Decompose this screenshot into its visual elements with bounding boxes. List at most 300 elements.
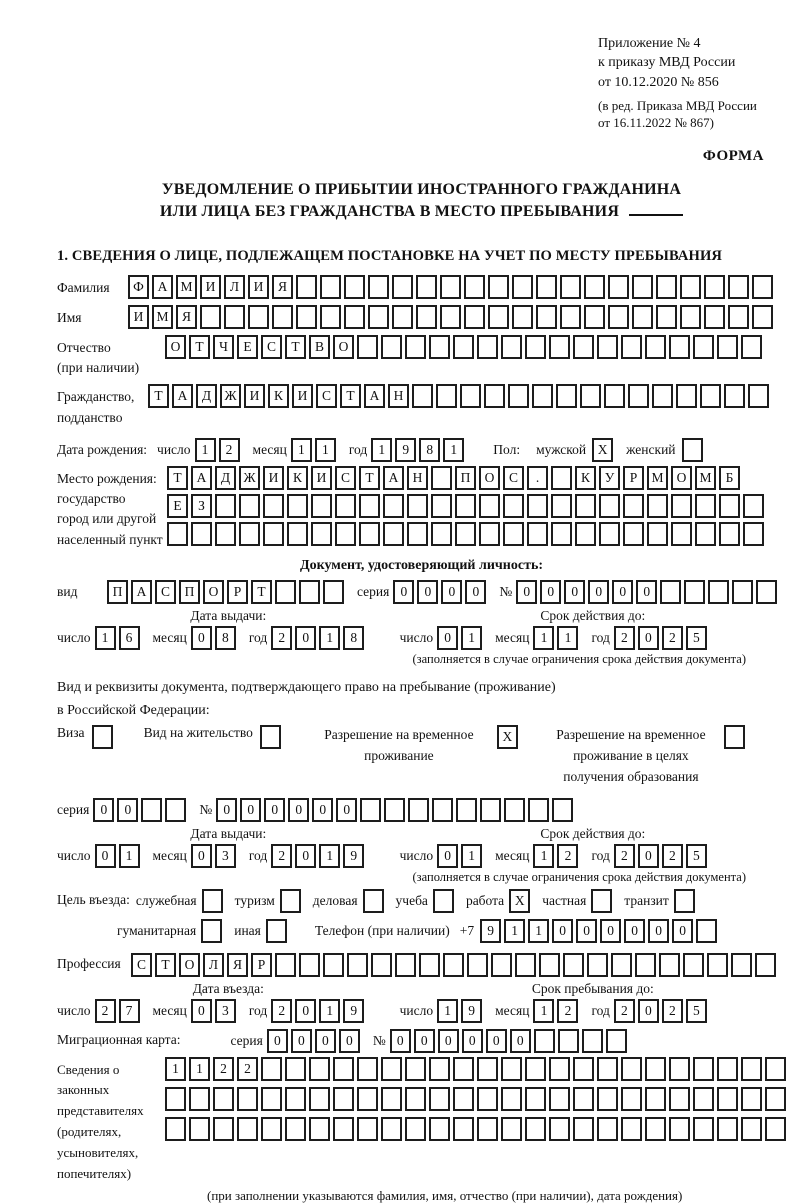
char-cell[interactable] [645,335,666,359]
char-cell[interactable]: Я [272,275,293,299]
char-cell[interactable] [621,1087,642,1111]
temp-residence-edu-checkbox[interactable] [724,725,745,749]
char-cell[interactable] [285,1087,306,1111]
char-cell[interactable] [719,522,740,546]
char-cell[interactable] [606,1029,627,1053]
char-cell[interactable] [512,305,533,329]
char-cell[interactable] [165,798,186,822]
char-cell[interactable]: М [176,275,197,299]
char-cell[interactable] [525,1057,546,1081]
char-cell[interactable]: 1 [557,626,578,650]
char-cell[interactable]: И [244,384,265,408]
char-cell[interactable] [551,466,572,490]
char-cell[interactable]: 0 [552,919,573,943]
char-cell[interactable] [560,275,581,299]
char-cell[interactable]: Р [227,580,248,604]
char-cell[interactable] [669,1057,690,1081]
char-cell[interactable] [440,275,461,299]
char-cell[interactable]: И [200,275,221,299]
char-cell[interactable]: 0 [588,580,609,604]
char-cell[interactable]: 2 [271,844,292,868]
char-cell[interactable] [165,1117,186,1141]
char-cell[interactable]: 0 [339,1029,360,1053]
char-cell[interactable]: К [287,466,308,490]
char-cell[interactable]: К [268,384,289,408]
char-cell[interactable]: Л [224,275,245,299]
char-cell[interactable] [683,953,704,977]
char-cell[interactable]: С [503,466,524,490]
char-cell[interactable]: 2 [614,999,635,1023]
char-cell[interactable] [647,522,668,546]
char-cell[interactable]: 0 [564,580,585,604]
char-cell[interactable]: 7 [119,999,140,1023]
char-cell[interactable]: 1 [443,438,464,462]
char-cell[interactable]: Т [340,384,361,408]
char-cell[interactable] [731,953,752,977]
char-cell[interactable] [333,1057,354,1081]
char-cell[interactable] [405,1117,426,1141]
char-cell[interactable]: А [152,275,173,299]
char-cell[interactable] [263,494,284,518]
char-cell[interactable]: 0 [648,919,669,943]
char-cell[interactable] [532,384,553,408]
char-cell[interactable] [741,335,762,359]
char-cell[interactable]: 1 [315,438,336,462]
char-cell[interactable] [528,798,549,822]
char-cell[interactable] [501,1117,522,1141]
char-cell[interactable] [309,1087,330,1111]
char-cell[interactable] [460,384,481,408]
char-cell[interactable] [215,522,236,546]
char-cell[interactable]: Т [167,466,188,490]
char-cell[interactable] [320,275,341,299]
char-cell[interactable] [395,953,416,977]
char-cell[interactable]: 1 [189,1057,210,1081]
char-cell[interactable] [659,953,680,977]
char-cell[interactable] [311,522,332,546]
char-cell[interactable] [623,494,644,518]
char-cell[interactable] [628,384,649,408]
char-cell[interactable]: Е [237,335,258,359]
char-cell[interactable]: 0 [437,626,458,650]
char-cell[interactable] [443,953,464,977]
char-cell[interactable] [575,522,596,546]
char-cell[interactable]: П [107,580,128,604]
char-cell[interactable] [309,1057,330,1081]
char-cell[interactable]: 0 [438,1029,459,1053]
char-cell[interactable] [693,1087,714,1111]
char-cell[interactable]: 0 [636,580,657,604]
purpose-official-checkbox[interactable] [202,889,223,913]
char-cell[interactable] [525,1087,546,1111]
char-cell[interactable]: П [455,466,476,490]
char-cell[interactable] [248,305,269,329]
char-cell[interactable]: 0 [267,1029,288,1053]
char-cell[interactable]: 1 [533,844,554,868]
char-cell[interactable]: 8 [343,626,364,650]
char-cell[interactable] [359,522,380,546]
char-cell[interactable]: 0 [264,798,285,822]
char-cell[interactable]: 1 [461,626,482,650]
char-cell[interactable] [527,494,548,518]
char-cell[interactable]: Ж [220,384,241,408]
char-cell[interactable]: 1 [504,919,525,943]
char-cell[interactable] [741,1057,762,1081]
char-cell[interactable] [597,1087,618,1111]
char-cell[interactable] [539,953,560,977]
char-cell[interactable] [431,494,452,518]
char-cell[interactable]: 0 [638,626,659,650]
char-cell[interactable]: 3 [215,844,236,868]
char-cell[interactable]: 2 [662,844,683,868]
char-cell[interactable] [765,1117,786,1141]
char-cell[interactable] [512,275,533,299]
char-cell[interactable] [347,953,368,977]
char-cell[interactable]: И [248,275,269,299]
char-cell[interactable] [477,1057,498,1081]
char-cell[interactable]: З [191,494,212,518]
purpose-tourism-checkbox[interactable] [280,889,301,913]
char-cell[interactable] [752,275,773,299]
char-cell[interactable] [467,953,488,977]
char-cell[interactable] [680,305,701,329]
char-cell[interactable] [455,494,476,518]
char-cell[interactable]: 0 [417,580,438,604]
char-cell[interactable] [488,305,509,329]
char-cell[interactable] [536,305,557,329]
char-cell[interactable] [381,1117,402,1141]
char-cell[interactable] [549,1057,570,1081]
char-cell[interactable] [479,522,500,546]
char-cell[interactable] [360,798,381,822]
char-cell[interactable] [383,522,404,546]
purpose-other-checkbox[interactable] [266,919,287,943]
char-cell[interactable]: Е [167,494,188,518]
char-cell[interactable] [584,305,605,329]
char-cell[interactable]: 0 [312,798,333,822]
char-cell[interactable]: 1 [533,626,554,650]
char-cell[interactable] [299,580,320,604]
char-cell[interactable]: Т [359,466,380,490]
gender-female-checkbox[interactable] [682,438,703,462]
char-cell[interactable]: С [316,384,337,408]
char-cell[interactable] [392,275,413,299]
char-cell[interactable] [224,305,245,329]
char-cell[interactable] [275,580,296,604]
char-cell[interactable]: 9 [395,438,416,462]
char-cell[interactable] [464,275,485,299]
char-cell[interactable] [405,335,426,359]
char-cell[interactable] [296,275,317,299]
char-cell[interactable] [488,275,509,299]
char-cell[interactable] [357,1057,378,1081]
char-cell[interactable] [384,798,405,822]
char-cell[interactable]: 0 [510,1029,531,1053]
char-cell[interactable] [239,522,260,546]
char-cell[interactable]: М [695,466,716,490]
char-cell[interactable]: 1 [319,999,340,1023]
char-cell[interactable] [383,494,404,518]
char-cell[interactable]: 2 [662,626,683,650]
char-cell[interactable] [453,1057,474,1081]
char-cell[interactable] [621,335,642,359]
purpose-study-checkbox[interactable] [433,889,454,913]
char-cell[interactable]: 0 [465,580,486,604]
char-cell[interactable] [272,305,293,329]
char-cell[interactable] [551,522,572,546]
char-cell[interactable]: 1 [437,999,458,1023]
char-cell[interactable]: Н [407,466,428,490]
char-cell[interactable] [191,522,212,546]
char-cell[interactable] [239,494,260,518]
char-cell[interactable]: 0 [95,844,116,868]
char-cell[interactable] [416,275,437,299]
char-cell[interactable]: А [172,384,193,408]
char-cell[interactable]: 1 [461,844,482,868]
char-cell[interactable]: 2 [557,999,578,1023]
char-cell[interactable]: Т [148,384,169,408]
char-cell[interactable] [632,305,653,329]
char-cell[interactable] [311,494,332,518]
char-cell[interactable]: Д [196,384,217,408]
char-cell[interactable] [623,522,644,546]
char-cell[interactable] [501,1057,522,1081]
char-cell[interactable]: А [191,466,212,490]
char-cell[interactable]: 2 [237,1057,258,1081]
char-cell[interactable]: 0 [191,999,212,1023]
char-cell[interactable] [728,275,749,299]
char-cell[interactable] [287,522,308,546]
char-cell[interactable] [368,275,389,299]
char-cell[interactable]: 2 [95,999,116,1023]
char-cell[interactable]: 0 [437,844,458,868]
char-cell[interactable] [501,1087,522,1111]
char-cell[interactable] [405,1087,426,1111]
char-cell[interactable] [695,522,716,546]
char-cell[interactable] [765,1057,786,1081]
char-cell[interactable] [344,305,365,329]
char-cell[interactable] [534,1029,555,1053]
char-cell[interactable]: 8 [419,438,440,462]
char-cell[interactable]: 0 [462,1029,483,1053]
char-cell[interactable] [560,305,581,329]
char-cell[interactable]: Я [176,305,197,329]
char-cell[interactable] [676,384,697,408]
char-cell[interactable]: Т [155,953,176,977]
char-cell[interactable] [477,1117,498,1141]
char-cell[interactable]: 0 [612,580,633,604]
char-cell[interactable] [741,1117,762,1141]
char-cell[interactable] [597,335,618,359]
char-cell[interactable] [491,953,512,977]
char-cell[interactable]: С [155,580,176,604]
char-cell[interactable] [237,1087,258,1111]
char-cell[interactable] [368,305,389,329]
char-cell[interactable]: 0 [93,798,114,822]
char-cell[interactable] [656,275,677,299]
char-cell[interactable]: 0 [288,798,309,822]
char-cell[interactable]: 0 [390,1029,411,1053]
char-cell[interactable] [429,335,450,359]
char-cell[interactable]: А [383,466,404,490]
char-cell[interactable]: 1 [533,999,554,1023]
char-cell[interactable] [536,275,557,299]
char-cell[interactable] [357,1117,378,1141]
char-cell[interactable] [575,494,596,518]
char-cell[interactable] [335,522,356,546]
char-cell[interactable]: 0 [336,798,357,822]
char-cell[interactable]: И [128,305,149,329]
char-cell[interactable]: Н [388,384,409,408]
char-cell[interactable] [660,580,681,604]
char-cell[interactable] [333,1117,354,1141]
char-cell[interactable] [429,1057,450,1081]
residence-permit-checkbox[interactable] [260,725,281,749]
purpose-humanitarian-checkbox[interactable] [201,919,222,943]
char-cell[interactable] [464,305,485,329]
char-cell[interactable]: 1 [95,626,116,650]
char-cell[interactable] [141,798,162,822]
char-cell[interactable] [647,494,668,518]
char-cell[interactable] [357,1087,378,1111]
char-cell[interactable] [552,798,573,822]
char-cell[interactable] [431,522,452,546]
char-cell[interactable]: 1 [195,438,216,462]
char-cell[interactable]: 0 [191,626,212,650]
char-cell[interactable] [412,384,433,408]
char-cell[interactable]: Т [285,335,306,359]
char-cell[interactable] [597,1117,618,1141]
char-cell[interactable]: Ч [213,335,234,359]
char-cell[interactable] [200,305,221,329]
char-cell[interactable]: 1 [319,844,340,868]
purpose-work-checkbox[interactable]: X [509,889,530,913]
char-cell[interactable] [732,580,753,604]
char-cell[interactable]: 2 [614,844,635,868]
char-cell[interactable] [285,1117,306,1141]
char-cell[interactable] [573,1117,594,1141]
char-cell[interactable] [215,494,236,518]
char-cell[interactable]: 2 [219,438,240,462]
char-cell[interactable] [696,919,717,943]
char-cell[interactable] [527,522,548,546]
char-cell[interactable] [480,798,501,822]
char-cell[interactable] [357,335,378,359]
char-cell[interactable] [419,953,440,977]
char-cell[interactable]: С [131,953,152,977]
char-cell[interactable]: П [179,580,200,604]
char-cell[interactable] [707,953,728,977]
char-cell[interactable] [261,1087,282,1111]
char-cell[interactable] [549,1117,570,1141]
char-cell[interactable]: У [599,466,620,490]
char-cell[interactable] [287,494,308,518]
char-cell[interactable]: 2 [557,844,578,868]
char-cell[interactable]: Я [227,953,248,977]
char-cell[interactable]: 0 [486,1029,507,1053]
char-cell[interactable] [604,384,625,408]
char-cell[interactable] [285,1057,306,1081]
char-cell[interactable] [632,275,653,299]
char-cell[interactable] [405,1057,426,1081]
char-cell[interactable]: О [165,335,186,359]
char-cell[interactable] [573,335,594,359]
char-cell[interactable] [582,1029,603,1053]
char-cell[interactable]: Ф [128,275,149,299]
char-cell[interactable]: 0 [295,626,316,650]
purpose-transit-checkbox[interactable] [674,889,695,913]
char-cell[interactable]: 2 [271,626,292,650]
char-cell[interactable] [645,1087,666,1111]
char-cell[interactable]: С [335,466,356,490]
char-cell[interactable]: 5 [686,999,707,1023]
char-cell[interactable] [299,953,320,977]
char-cell[interactable]: 0 [117,798,138,822]
char-cell[interactable] [320,305,341,329]
char-cell[interactable] [621,1057,642,1081]
char-cell[interactable] [556,384,577,408]
char-cell[interactable] [189,1117,210,1141]
char-cell[interactable] [515,953,536,977]
temp-residence-checkbox[interactable]: X [497,725,518,749]
char-cell[interactable] [611,953,632,977]
char-cell[interactable] [693,1117,714,1141]
char-cell[interactable] [563,953,584,977]
char-cell[interactable]: А [131,580,152,604]
purpose-business-checkbox[interactable] [363,889,384,913]
char-cell[interactable] [573,1057,594,1081]
char-cell[interactable] [669,335,690,359]
char-cell[interactable] [453,1087,474,1111]
char-cell[interactable] [599,522,620,546]
char-cell[interactable]: 0 [191,844,212,868]
char-cell[interactable]: 0 [576,919,597,943]
char-cell[interactable]: 9 [461,999,482,1023]
char-cell[interactable] [597,1057,618,1081]
char-cell[interactable]: 0 [600,919,621,943]
char-cell[interactable] [671,494,692,518]
char-cell[interactable]: 0 [516,580,537,604]
char-cell[interactable] [549,1087,570,1111]
char-cell[interactable] [599,494,620,518]
char-cell[interactable]: 2 [213,1057,234,1081]
char-cell[interactable] [693,335,714,359]
char-cell[interactable] [165,1087,186,1111]
char-cell[interactable] [693,1057,714,1081]
char-cell[interactable]: С [261,335,282,359]
char-cell[interactable] [436,384,457,408]
char-cell[interactable] [296,305,317,329]
char-cell[interactable]: 9 [343,844,364,868]
char-cell[interactable]: 0 [540,580,561,604]
char-cell[interactable]: 6 [119,626,140,650]
char-cell[interactable] [558,1029,579,1053]
char-cell[interactable]: 9 [480,919,501,943]
char-cell[interactable] [501,335,522,359]
char-cell[interactable] [477,1087,498,1111]
char-cell[interactable]: Т [251,580,272,604]
char-cell[interactable] [741,1087,762,1111]
char-cell[interactable]: Р [251,953,272,977]
char-cell[interactable] [551,494,572,518]
char-cell[interactable]: 9 [343,999,364,1023]
char-cell[interactable] [335,494,356,518]
char-cell[interactable] [381,335,402,359]
char-cell[interactable]: 2 [614,626,635,650]
char-cell[interactable]: 3 [215,999,236,1023]
char-cell[interactable]: К [575,466,596,490]
char-cell[interactable]: 0 [291,1029,312,1053]
